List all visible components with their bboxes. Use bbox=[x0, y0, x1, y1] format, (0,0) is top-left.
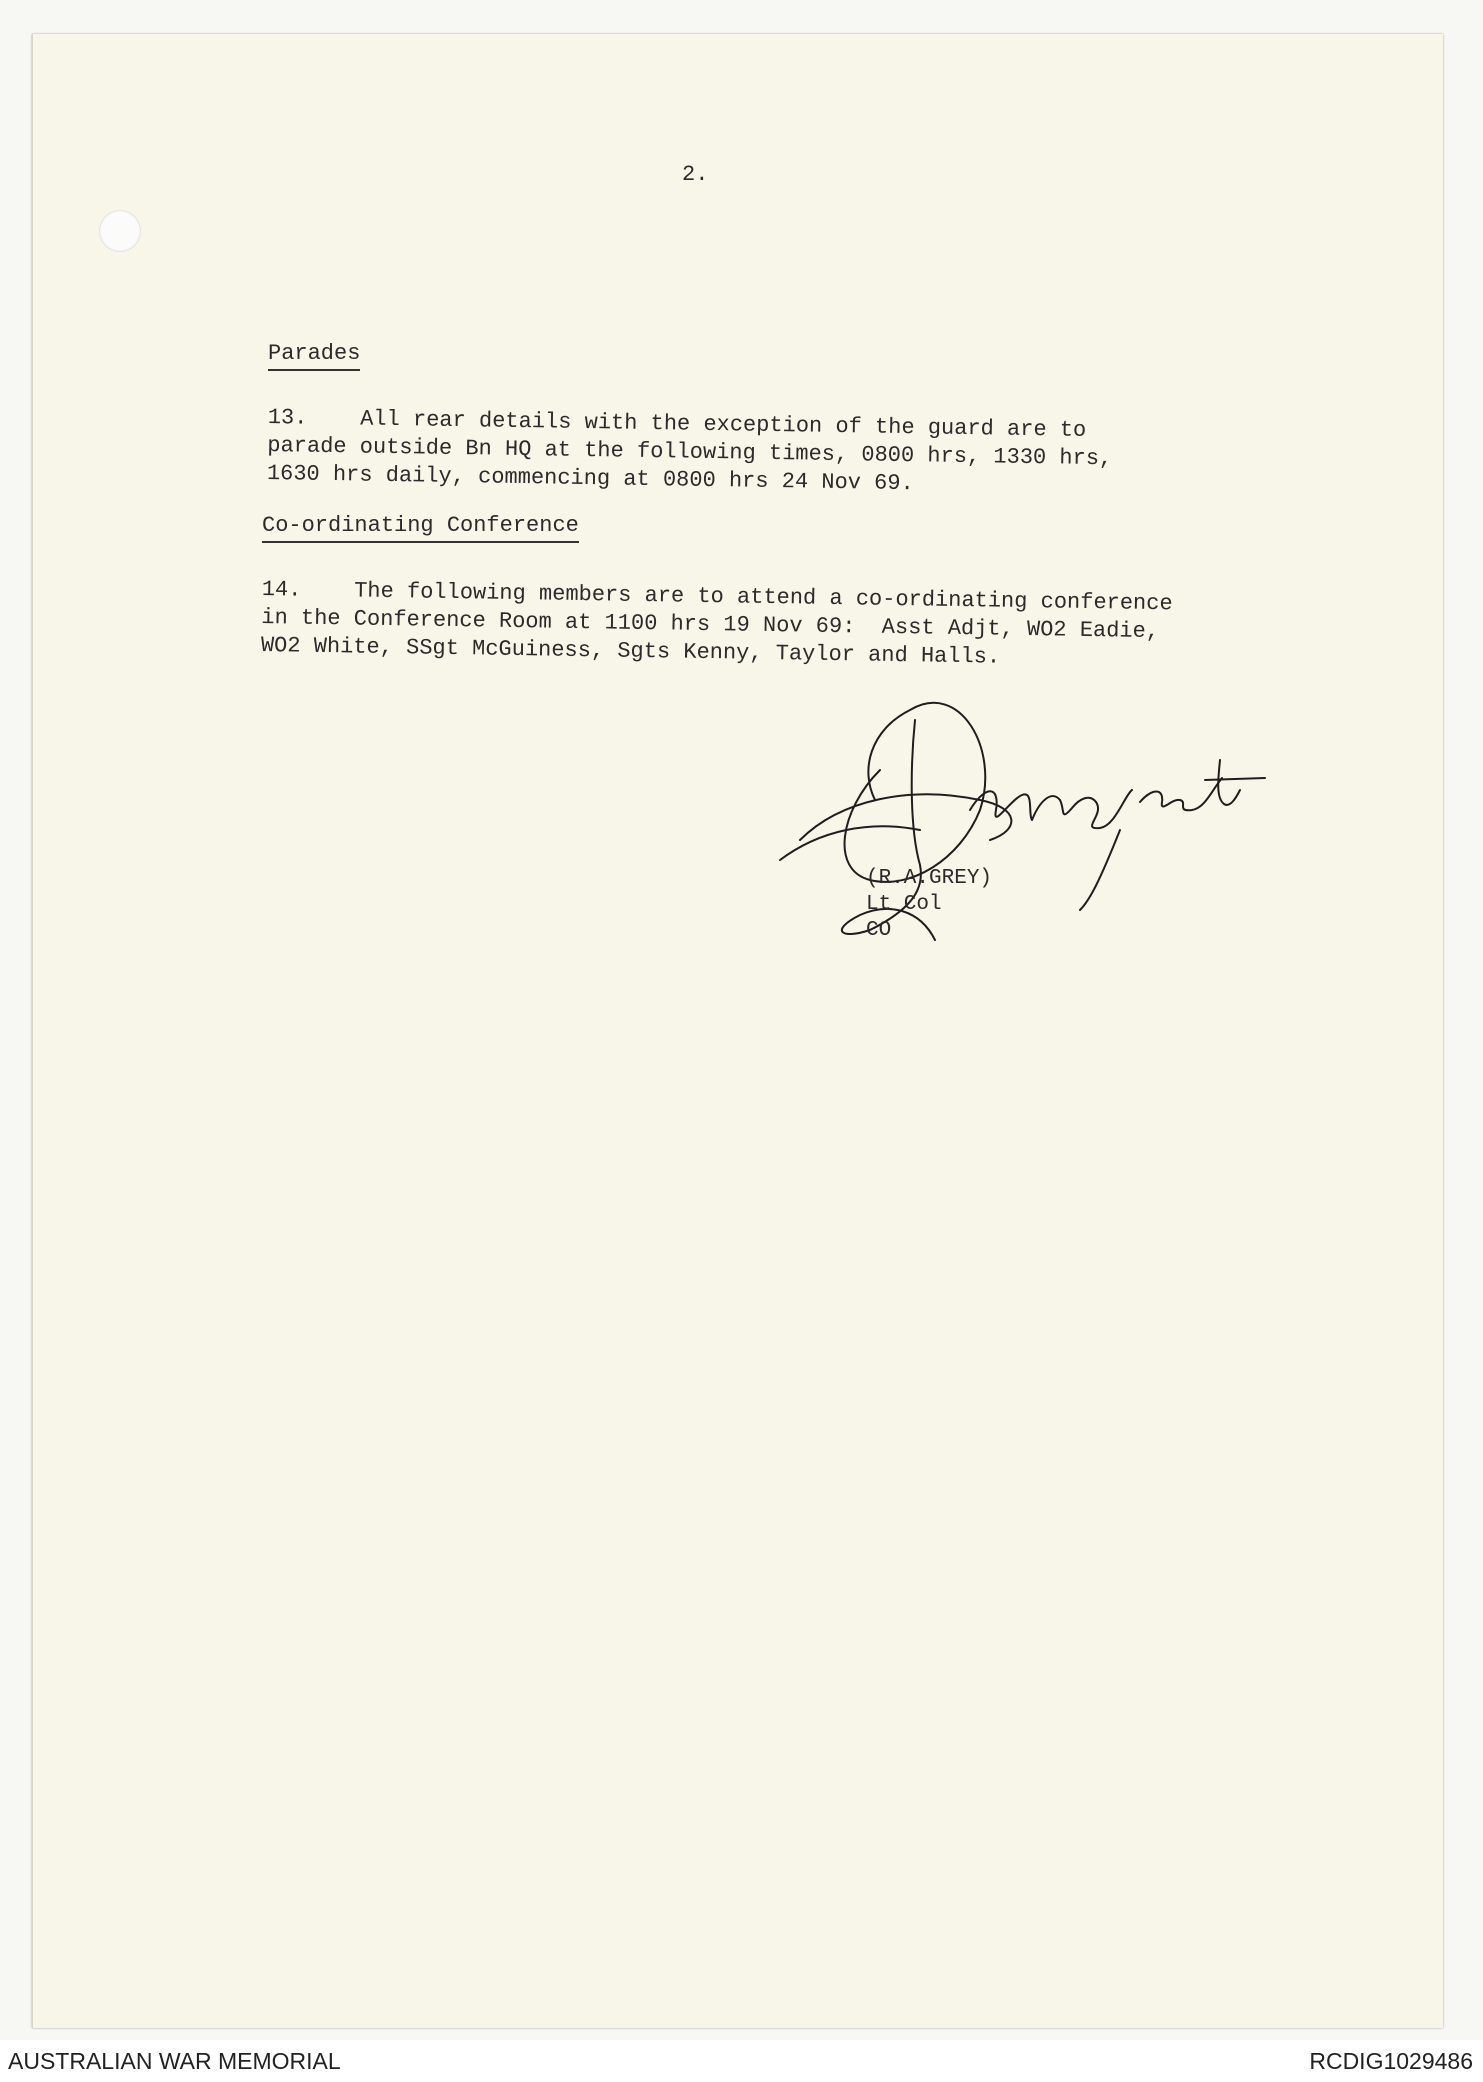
footer-record-id: RCDIG1029486 bbox=[1309, 2048, 1473, 2074]
heading-parades: Parades bbox=[268, 340, 360, 371]
signatory-appointment: CO bbox=[866, 919, 892, 942]
signatory-name: (R.A.GREY) bbox=[866, 867, 993, 890]
paragraph-14: 14. The following members are to attend a co-ordinating conference in the Conference Room at 1100 hrs 19 Nov 69: Asst Adjt, WO2 Eadie, WO2 White, SSgt McGuiness, Sgts Kenny, Taylor and Halls. bbox=[260, 576, 1173, 670]
footer-institution: AUSTRALIAN WAR MEMORIAL bbox=[8, 2048, 341, 2074]
signature-block bbox=[866, 866, 992, 944]
punch-hole bbox=[99, 210, 141, 252]
signatory-rank: Lt Col bbox=[866, 893, 942, 916]
page-number: 2. bbox=[682, 162, 709, 187]
paragraph-13: 13. All rear details with the exception of the guard are to parade outside Bn HQ at the following times, 0800 hrs, 1330 hrs, 1630 hrs daily, commencing at 0800 hrs 24 Nov 69. bbox=[266, 404, 1113, 497]
document-page bbox=[32, 34, 1443, 2028]
handwritten-signature bbox=[760, 690, 1280, 960]
heading-coordinating-conference: Co-ordinating Conference bbox=[262, 512, 579, 543]
